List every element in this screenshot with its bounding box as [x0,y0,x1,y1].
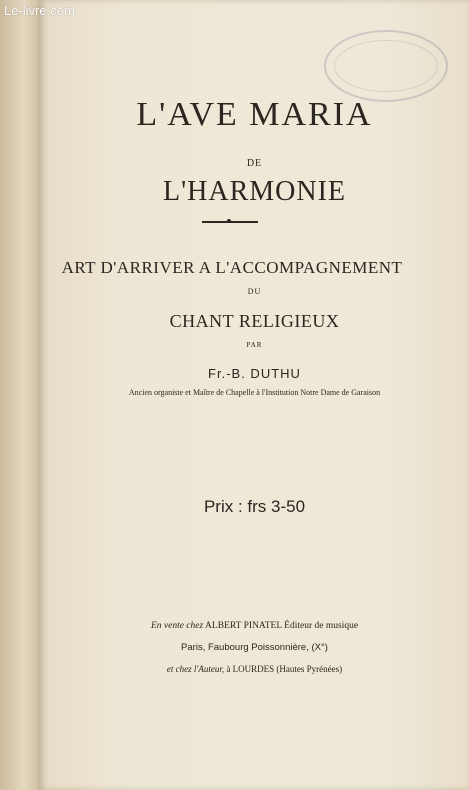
publisher-name: ALBERT PINATEL Éditeur de musique [205,621,359,631]
price: Prix : frs 3-50 [203,497,306,516]
publisher-line [40,621,469,631]
subtitle-line-2: CHANT RELIGIEUX [169,311,340,331]
by-label: PAR [246,341,263,349]
watermark: Le-livre.com [4,3,75,18]
author-name: Fr.-B. DUTHU [208,366,301,381]
subtitle-connector: DU [247,287,262,296]
title-line-1: L'AVE MARIA [136,96,373,133]
decorative-rule [202,221,258,223]
publisher-prefix: En vente chez [150,621,204,631]
subtitle-line-1: ART D'ARRIVER A L'ACCOMPAGNEMENT [61,258,403,277]
book-spine-edge [0,0,44,790]
publisher-address: Paris, Faubourg Poissonnière, (X°) [181,642,328,653]
title-line-2: L'HARMONIE [162,176,347,207]
author-role: Ancien organiste et Maître de Chapelle à l'Institution Notre Dame de Garaison [128,388,381,397]
author-sales-line [40,664,469,674]
title-connector: DE [246,158,263,169]
author-prefix: et chez l'Auteur, [166,664,225,674]
author-address: à LOURDES (Hautes Pyrénées) [226,664,343,674]
library-stamp [324,30,448,102]
